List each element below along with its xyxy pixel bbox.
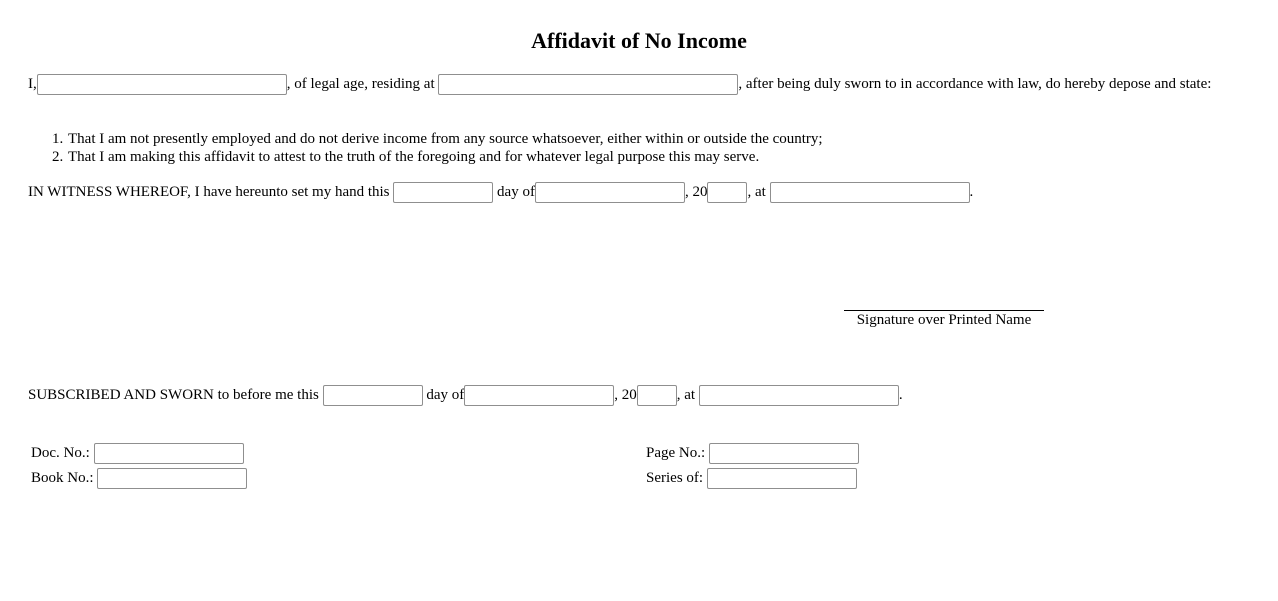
intro-after-address: , after being duly sworn to in accordance with law, do hereby depose and	[738, 76, 1177, 92]
witness-prefix: IN WITNESS WHEREOF, I have hereunto set my hand this	[28, 184, 390, 200]
signature-line	[844, 310, 1044, 311]
affiant-name-field[interactable]	[37, 74, 287, 95]
book-no-field[interactable]	[97, 468, 247, 489]
statement-text: That I am not presently employed and do not derive income from any source whatsoever, either within or outside the country;	[68, 131, 823, 147]
series-field[interactable]	[707, 468, 857, 489]
sworn-at: , at	[676, 387, 696, 403]
affiant-address-field[interactable]	[438, 74, 738, 95]
witness-end: .	[969, 184, 974, 200]
page-no-field[interactable]	[709, 443, 859, 464]
intro-paragraph	[28, 74, 1243, 95]
intro-prefix: I,	[28, 76, 37, 92]
book-no-label: Book No.:	[31, 470, 94, 486]
witness-year-prefix: , 20	[684, 184, 708, 200]
list-item	[52, 148, 823, 166]
list-item	[52, 130, 823, 148]
page-no-label: Page No.:	[646, 445, 706, 461]
witness-year-field[interactable]	[707, 182, 747, 203]
doc-no-field[interactable]	[94, 443, 244, 464]
doc-no-label: Doc. No.:	[31, 445, 90, 461]
signature-label: Signature over Printed Name	[856, 312, 1032, 328]
sworn-month-field[interactable]	[464, 385, 614, 406]
book-no-row	[31, 468, 247, 489]
sworn-year-prefix: , 20	[614, 387, 637, 403]
intro-state: state:	[1179, 76, 1212, 92]
statements-list	[52, 130, 823, 166]
witness-day-of: day of	[497, 184, 535, 200]
sworn-year-field[interactable]	[637, 385, 677, 406]
witness-place-field[interactable]	[770, 182, 970, 203]
statement-text: That I am making this affidavit to attest to the truth of the foregoing and for whatever legal purpose this may serve.	[68, 149, 760, 165]
sworn-place-field[interactable]	[699, 385, 899, 406]
sworn-paragraph	[28, 385, 1243, 406]
witness-month-field[interactable]	[535, 182, 685, 203]
statement-number: 2.	[52, 149, 64, 165]
series-row	[646, 468, 857, 489]
statement-number: 1.	[52, 131, 64, 147]
doc-no-row	[31, 443, 244, 464]
sworn-prefix: SUBSCRIBED AND SWORN to before me this	[28, 387, 319, 403]
series-label: Series of:	[646, 470, 704, 486]
sworn-end: .	[898, 387, 903, 403]
witness-paragraph	[28, 182, 1243, 203]
sworn-day-of: day of	[426, 387, 465, 403]
witness-at: , at	[747, 184, 766, 200]
intro-after-name: , of legal age, residing at	[286, 76, 435, 92]
page-no-row	[646, 443, 859, 464]
sworn-day-field[interactable]	[323, 385, 423, 406]
page-title: Affidavit of No Income	[531, 28, 747, 53]
witness-day-field[interactable]	[393, 182, 493, 203]
